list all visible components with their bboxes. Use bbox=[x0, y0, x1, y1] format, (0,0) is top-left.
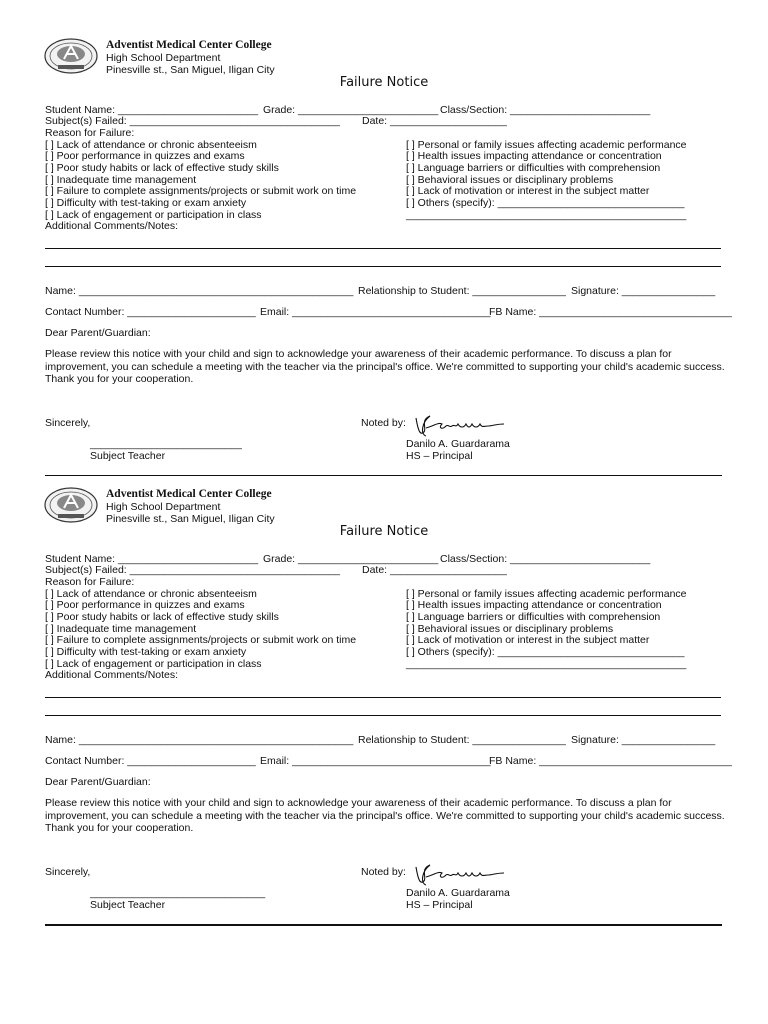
comments-line-2[interactable] bbox=[45, 266, 721, 267]
reason-engagement-checkbox[interactable]: [ ] Lack of engagement or participation in class bbox=[45, 658, 262, 670]
reason-absenteeism-checkbox[interactable]: [ ] Lack of attendance or chronic absenteeism bbox=[45, 588, 257, 600]
email-field[interactable]: Email: __________________________________ bbox=[260, 306, 491, 318]
class-section-field[interactable]: Class/Section: ________________________ bbox=[440, 553, 651, 565]
student-name-field[interactable]: Student Name: ________________________ bbox=[45, 104, 259, 116]
subject-teacher-label: Subject Teacher bbox=[90, 899, 166, 911]
grade-field[interactable]: Grade: ________________________ bbox=[263, 104, 439, 116]
class-section-field[interactable]: Class/Section: ________________________ bbox=[440, 104, 651, 116]
reason-motivation-checkbox[interactable]: [ ] Lack of motivation or interest in the subject matter bbox=[406, 185, 650, 197]
reason-test-anxiety-checkbox[interactable]: [ ] Difficulty with test-taking or exam anxiety bbox=[45, 646, 247, 658]
reason-test-anxiety-checkbox[interactable]: [ ] Difficulty with test-taking or exam anxiety bbox=[45, 197, 247, 209]
failure-notice-form-1 bbox=[0, 38, 768, 478]
relationship-field[interactable]: Relationship to Student: ________________ bbox=[358, 285, 566, 297]
comments-line-2[interactable] bbox=[45, 715, 721, 716]
others-specify-line[interactable]: ________________________________________________ bbox=[406, 209, 687, 221]
comments-label: Additional Comments/Notes: bbox=[45, 220, 179, 232]
reason-study-habits-checkbox[interactable]: [ ] Poor study habits or lack of effective study skills bbox=[45, 611, 279, 623]
reason-language-barriers-checkbox[interactable]: [ ] Language barriers or difficulties with comprehension bbox=[406, 162, 661, 174]
contact-number-field[interactable]: Contact Number: ______________________ bbox=[45, 306, 256, 318]
reason-family-issues-checkbox[interactable]: [ ] Personal or family issues affecting academic performance bbox=[406, 588, 687, 600]
noted-by-label: Noted by: bbox=[361, 417, 406, 429]
reason-others-checkbox[interactable]: [ ] Others (specify): ________________________________ bbox=[406, 197, 685, 209]
noted-by-label: Noted by: bbox=[361, 866, 406, 878]
school-name: Adventist Medical Center College bbox=[106, 488, 272, 500]
greeting: Dear Parent/Guardian: bbox=[45, 327, 151, 339]
reason-engagement-checkbox[interactable]: [ ] Lack of engagement or participation in class bbox=[45, 209, 262, 221]
reason-health-issues-checkbox[interactable]: [ ] Health issues impacting attendance or concentration bbox=[406, 599, 662, 611]
signature-field[interactable]: Signature: ________________ bbox=[571, 285, 716, 297]
comments-label: Additional Comments/Notes: bbox=[45, 669, 179, 681]
fb-name-field[interactable]: FB Name: _________________________________ bbox=[489, 755, 732, 767]
guardian-name-field[interactable]: Name: _______________________________________________ bbox=[45, 285, 354, 297]
reason-assignments-checkbox[interactable]: [ ] Failure to complete assignments/projects or submit work on time bbox=[45, 634, 357, 646]
reason-study-habits-checkbox[interactable]: [ ] Poor study habits or lack of effective study skills bbox=[45, 162, 279, 174]
reason-family-issues-checkbox[interactable]: [ ] Personal or family issues affecting academic performance bbox=[406, 139, 687, 151]
reason-poor-performance-checkbox[interactable]: [ ] Poor performance in quizzes and exams bbox=[45, 150, 245, 162]
form-title: Failure Notice bbox=[339, 75, 429, 90]
signature-field[interactable]: Signature: ________________ bbox=[571, 734, 716, 746]
principal-signature bbox=[412, 859, 512, 887]
comments-line-1[interactable] bbox=[45, 248, 721, 249]
school-address: Pinesville st., San Miguel, Iligan City bbox=[106, 513, 275, 525]
reason-time-management-checkbox[interactable]: [ ] Inadequate time management bbox=[45, 623, 197, 635]
teacher-signature-line[interactable]: __________________________ bbox=[90, 438, 242, 450]
reason-behavioral-checkbox[interactable]: [ ] Behavioral issues or disciplinary problems bbox=[406, 623, 614, 635]
reason-label: Reason for Failure: bbox=[45, 576, 135, 588]
principal-title: HS – Principal bbox=[406, 450, 473, 462]
greeting: Dear Parent/Guardian: bbox=[45, 776, 151, 788]
reason-label: Reason for Failure: bbox=[45, 127, 135, 139]
others-specify-line[interactable]: ________________________________________________ bbox=[406, 658, 687, 670]
reason-absenteeism-checkbox[interactable]: [ ] Lack of attendance or chronic absenteeism bbox=[45, 139, 257, 151]
guardian-name-field[interactable]: Name: _______________________________________________ bbox=[45, 734, 354, 746]
date-field[interactable]: Date: ____________________ bbox=[362, 115, 507, 127]
school-seal-logo bbox=[44, 38, 98, 74]
grade-field[interactable]: Grade: ________________________ bbox=[263, 553, 439, 565]
reason-others-checkbox[interactable]: [ ] Others (specify): ________________________________ bbox=[406, 646, 685, 658]
reason-language-barriers-checkbox[interactable]: [ ] Language barriers or difficulties with comprehension bbox=[406, 611, 661, 623]
comments-line-1[interactable] bbox=[45, 697, 721, 698]
principal-name: Danilo A. Guardarama bbox=[406, 438, 510, 450]
principal-title: HS – Principal bbox=[406, 899, 473, 911]
failure-notice-form-2 bbox=[0, 487, 768, 927]
reason-behavioral-checkbox[interactable]: [ ] Behavioral issues or disciplinary problems bbox=[406, 174, 614, 186]
sincerely-label: Sincerely, bbox=[45, 866, 91, 878]
subjects-failed-field[interactable]: Subject(s) Failed: ____________________________________ bbox=[45, 115, 340, 127]
student-name-field[interactable]: Student Name: ________________________ bbox=[45, 553, 259, 565]
bottom-divider bbox=[45, 924, 722, 926]
department-name: High School Department bbox=[106, 52, 221, 64]
teacher-signature-line[interactable]: ______________________________ bbox=[90, 887, 266, 899]
message-paragraph: Please review this notice with your child and sign to acknowledge your awareness of their academic performance. To discuss a plan for improvement, you can schedule a meeting with the teacher via the principal's office. We're committed to supporting your child's academic success. Thank you for your cooperation. bbox=[45, 348, 725, 385]
email-field[interactable]: Email: __________________________________ bbox=[260, 755, 491, 767]
reason-health-issues-checkbox[interactable]: [ ] Health issues impacting attendance or concentration bbox=[406, 150, 662, 162]
reason-assignments-checkbox[interactable]: [ ] Failure to complete assignments/projects or submit work on time bbox=[45, 185, 357, 197]
school-seal-logo bbox=[44, 487, 98, 523]
sincerely-label: Sincerely, bbox=[45, 417, 91, 429]
message-paragraph: Please review this notice with your child and sign to acknowledge your awareness of their academic performance. To discuss a plan for improvement, you can schedule a meeting with the teacher via the principal's office. We're committed to supporting your child's academic success. Thank you for your cooperation. bbox=[45, 797, 725, 834]
form-title: Failure Notice bbox=[339, 524, 429, 539]
principal-signature bbox=[412, 410, 512, 438]
school-name: Adventist Medical Center College bbox=[106, 39, 272, 51]
fb-name-field[interactable]: FB Name: _________________________________ bbox=[489, 306, 732, 318]
reason-motivation-checkbox[interactable]: [ ] Lack of motivation or interest in the subject matter bbox=[406, 634, 650, 646]
department-name: High School Department bbox=[106, 501, 221, 513]
section-divider bbox=[45, 475, 722, 476]
contact-number-field[interactable]: Contact Number: ______________________ bbox=[45, 755, 256, 767]
reason-time-management-checkbox[interactable]: [ ] Inadequate time management bbox=[45, 174, 197, 186]
relationship-field[interactable]: Relationship to Student: ________________ bbox=[358, 734, 566, 746]
date-field[interactable]: Date: ____________________ bbox=[362, 564, 507, 576]
school-address: Pinesville st., San Miguel, Iligan City bbox=[106, 64, 275, 76]
principal-name: Danilo A. Guardarama bbox=[406, 887, 510, 899]
reason-poor-performance-checkbox[interactable]: [ ] Poor performance in quizzes and exams bbox=[45, 599, 245, 611]
subjects-failed-field[interactable]: Subject(s) Failed: ____________________________________ bbox=[45, 564, 340, 576]
subject-teacher-label: Subject Teacher bbox=[90, 450, 166, 462]
